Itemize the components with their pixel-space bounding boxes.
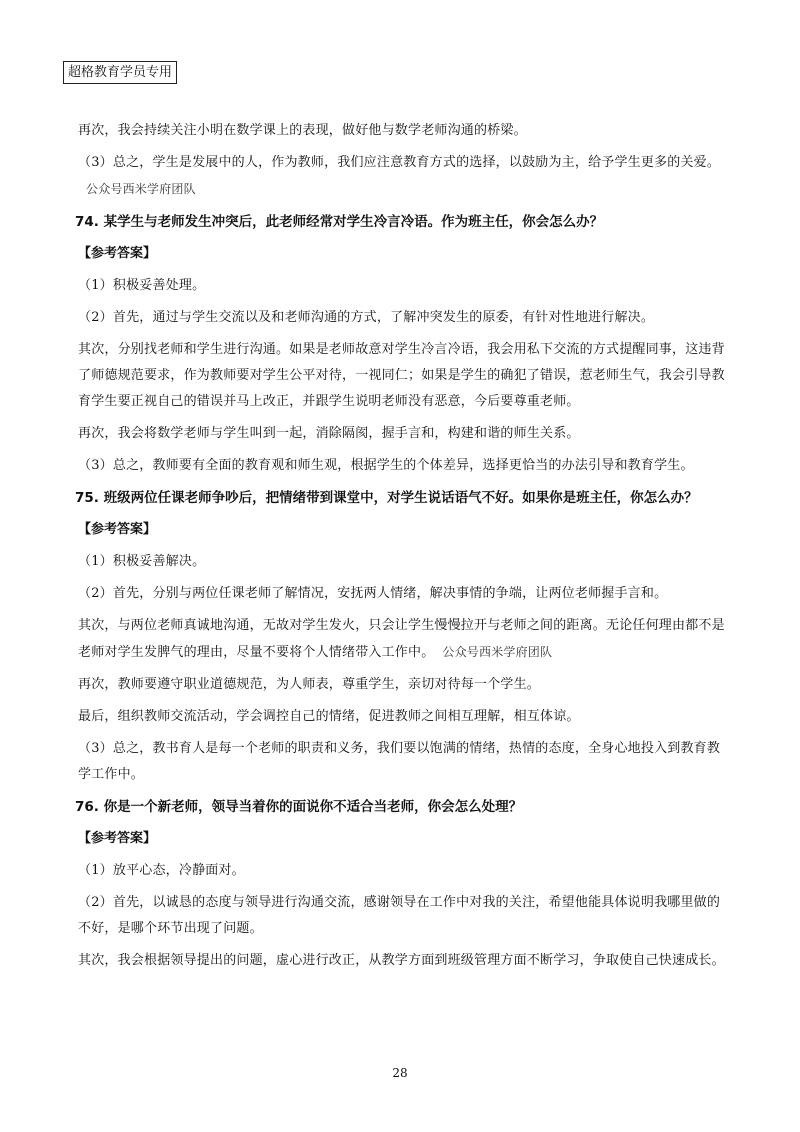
paragraph: （2）首先，分别与两位任课老师了解情况，安抚两人情绪，解决事情的争端，让两位老师握手言和。 bbox=[78, 586, 668, 601]
answer-label: 【参考答案】 bbox=[78, 831, 157, 846]
paragraph: 其次，分别找老师和学生进行沟通。如果是老师故意对学生冷言冷语，我会用私下交流的方式提醒同事，这违背了师德规范要求，作为教师要对学生公平对待，一视同仁；如果是学生的确犯了错误，惹老师生气，我会引导教育学生要正视自己的错误并马上改正，并跟学生说明老师没有恶意，今后要尊重老师。 bbox=[78, 342, 725, 409]
paragraph: 再次，教师要遵守职业道德规范，为人师表，尊重学生，亲切对待每一个学生。 bbox=[78, 677, 541, 692]
paragraph: （1）放平心态，冷静面对。 bbox=[78, 863, 245, 878]
header-label-box bbox=[63, 61, 177, 84]
paragraph: （3）总之，教师要有全面的教育观和师生观，根据学生的个体差异，选择更恰当的办法引导和教育学生。 bbox=[78, 458, 694, 473]
header-label: 超格教育学员专用 bbox=[68, 65, 173, 80]
answer-label: 【参考答案】 bbox=[78, 522, 157, 537]
page-number: 28 bbox=[392, 1066, 408, 1080]
paragraph: 最后，组织教师交流活动，学会调控自己的情绪，促进教师之间相互理解，相互体谅。 bbox=[78, 709, 580, 724]
question-heading: 75. 班级两位任课老师争吵后，把情绪带到课堂中，对学生说话语气不好。如果你是班主任，你怎么办？ bbox=[75, 490, 698, 506]
question-heading: 76. 你是一个新老师，领导当着你的面说你不适合当老师，你会怎么处理？ bbox=[75, 799, 523, 815]
watermark-text: 公众号西米学府团队 bbox=[86, 182, 196, 196]
question-heading: 74. 某学生与老师发生冲突后，此老师经常对学生冷言冷语。作为班主任，你会怎么办？ bbox=[75, 214, 604, 230]
watermark-text: 公众号西米学府团队 bbox=[442, 645, 553, 659]
answer-label: 【参考答案】 bbox=[78, 246, 157, 261]
paragraph: （3）总之，学生是发展中的人，作为教师，我们应注意教育方式的选择，以鼓励为主，给予学生更多的关爱。公众号西米学府团队 bbox=[78, 155, 721, 196]
paragraph: （3）总之，教书育人是每一个老师的职责和义务，我们要以饱满的情绪，热情的态度，全身心地投入到教育教学工作中。 bbox=[78, 741, 721, 782]
paragraph: （1）积极妥善解决。 bbox=[78, 554, 206, 569]
paragraph: 其次，与两位老师真诚地沟通，无故对学生发火，只会让学生慢慢拉开与老师之间的距离。无论任何理由都不是老师对学生发脾气的理由，尽量不要将个人情绪带入工作中。 公众号西米学府团队 bbox=[78, 618, 725, 660]
paragraph: 其次，我会根据领导提出的问题，虚心进行改正，从教学方面到班级管理方面不断学习，争取使自己快速成长。 bbox=[78, 953, 725, 968]
paragraph: （2）首先，通过与学生交流以及和老师沟通的方式，了解冲突发生的原委，有针对性地进行解决。 bbox=[78, 310, 655, 325]
paragraph: （1）积极妥善处理。 bbox=[78, 278, 206, 293]
paragraph: 再次，我会将数学老师与学生叫到一起，消除隔阂，握手言和，构建和谐的师生关系。 bbox=[78, 426, 580, 441]
paragraph: （2）首先，以诚恳的态度与领导进行沟通交流，感谢领导在工作中对我的关注，希望他能具体说明我哪里做的不好，是哪个环节出现了问题。 bbox=[78, 895, 721, 936]
paragraph: 再次，我会持续关注小明在数学课上的表现，做好他与数学老师沟通的桥梁。 bbox=[78, 123, 527, 138]
document-body bbox=[75, 118, 728, 980]
